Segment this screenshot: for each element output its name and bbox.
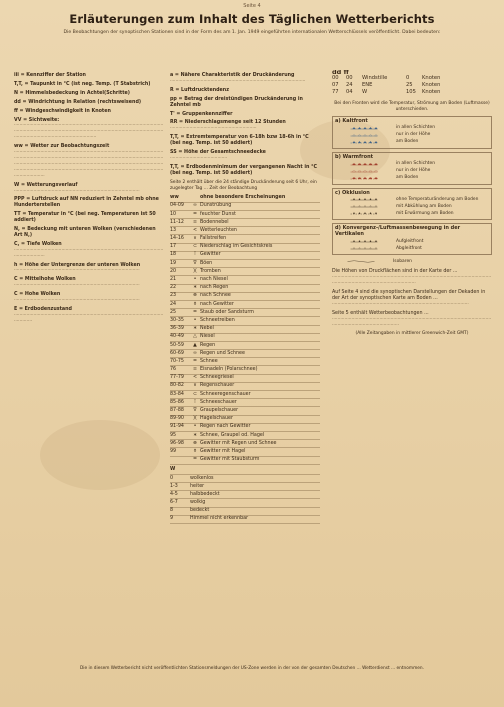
wind-ff: 04 [346, 89, 353, 96]
weather-table-header [170, 195, 320, 203]
weather-row [170, 260, 320, 268]
weather-row [170, 448, 320, 456]
front-line [335, 210, 489, 217]
dense-text-block: ················································································································································································································································································· [14, 123, 164, 141]
front-symbol-icon [335, 212, 393, 215]
entry-heading: E = Erdbodenzustand [14, 307, 72, 312]
weather-col-code: ww [170, 195, 179, 201]
weather-code: 83-84 [170, 391, 184, 397]
w-text: wolkig [190, 500, 206, 506]
weather-text: Regen nach Gewitter [200, 424, 251, 430]
dense-text-block: ·························································································· [14, 188, 140, 194]
front-symbol-icon [335, 141, 393, 144]
front-symbol-icon [335, 163, 393, 166]
weather-code: 60-69 [170, 350, 184, 356]
weather-code: 85-86 [170, 399, 184, 405]
wind-label: ENE [362, 82, 373, 89]
middle-column [170, 70, 320, 646]
weather-symbol-icon: △ [193, 334, 197, 340]
weather-symbol-icon: • [193, 424, 197, 430]
weather-code: 91-94 [170, 424, 184, 430]
weather-code: 17 [170, 244, 177, 250]
weather-row [170, 407, 320, 415]
weather-code: 96-98 [170, 440, 184, 446]
dense-text-block: ········································· [170, 155, 228, 161]
entry-heading: PPP = Luftdruck auf NN reduziert in Zehntel mb ohne Hunderterstellen [14, 197, 159, 209]
entry-heading: h = Höhe der Untergrenze der unteren Wolken [14, 262, 141, 268]
weather-text: Regen und Schnee [200, 350, 245, 356]
weather-text: Schneeschauer [200, 399, 237, 405]
weather-symbol-icon: ∗ [192, 285, 198, 291]
weather-code: 11-12 [170, 219, 184, 225]
dense-text-block: ·································································································································································· [332, 316, 492, 328]
front-intro: Bei den Fronten wird die Temperatur, Strömung am Boden (Luftmasse) unterschieden. [334, 100, 490, 112]
weather-symbol-icon: ⊗ [192, 293, 198, 299]
isobar-label: Isobaren [393, 258, 412, 264]
weather-text: Regen [200, 342, 216, 348]
entry-heading: W = Wetterungsverlauf [14, 182, 78, 188]
wind-header: dd ff [332, 70, 349, 76]
front-symbol-icon [335, 247, 393, 250]
entry-heading: T,T, = Erdbodenminimum der vergangenen Nacht in °C (bei neg. Temp. ist 50 addiert) [170, 164, 317, 176]
weather-code: 36-39 [170, 326, 184, 332]
w-row [170, 499, 320, 507]
weather-symbol-icon: = [192, 211, 198, 217]
weather-row [170, 252, 320, 260]
weather-text: Schneeregenschauer [200, 391, 251, 397]
front-symbol-icon [335, 134, 393, 137]
w-code: 0 [170, 475, 174, 481]
entry-heading: VV = Sichtweite: [14, 117, 60, 123]
weather-code: 18 [170, 252, 177, 258]
entry-heading: C = Mittelhohe Wolken [14, 277, 76, 283]
entry-heading: RR = Niederschlagsmenge seit 12 Stunden [170, 120, 286, 126]
weather-row [170, 309, 320, 317]
weather-text: Graupelschauer [200, 408, 239, 414]
body-text: Seite 5 enthält Wetterbeobachtungen ... [332, 310, 429, 316]
front-symbol-icon [335, 177, 393, 180]
wind-label: Windstille [362, 75, 388, 82]
weather-code: 30-35 [170, 317, 184, 323]
weather-symbol-icon: ⊂ [192, 391, 198, 397]
weather-symbol-icon: )( [193, 268, 197, 274]
front-label: am Boden [396, 175, 419, 181]
front-group [332, 152, 492, 185]
bottom-note: Die in diesem Wetterbericht nicht veröffentlichten Stationsmeldungen der US-Zone werden in der von der gesamten Deutschen ... Wetterdienst ... entnommen. [79, 666, 424, 671]
weather-text: nach Regen [200, 285, 229, 291]
weather-code: 80-82 [170, 383, 184, 389]
entry-heading: iii = Kennziffer der Station [14, 73, 86, 78]
entry-heading: ww = Wetter zur Beobachtungszeit [14, 144, 110, 150]
wind-label: W [362, 89, 368, 96]
w-code: 8 [170, 508, 174, 514]
w-code: 1-3 [170, 483, 178, 489]
intro-text: Die Beobachtungen der synoptischen Stationen sind in der Form des am 1. Jan. 1949 eingeführten internationalen Wetterschlüssels veröffentlicht. Dabei bedeuten: [63, 30, 441, 35]
weather-code: 24 [170, 301, 177, 307]
wind-unit: Knoten [422, 75, 441, 82]
entry-heading: T,T, = Taupunkt in °C (ist neg. Temp. (T Stabstrich) [14, 81, 151, 87]
front-line [335, 132, 489, 139]
weather-symbol-icon: ∗ [192, 432, 198, 438]
weather-symbol-icon: = [192, 358, 198, 364]
weather-row [170, 416, 320, 424]
front-label: in allen Schichten [396, 161, 436, 167]
dense-text-block: ································································································· [170, 78, 306, 84]
front-line [335, 168, 489, 175]
page-number: Seite 4 [243, 3, 261, 9]
weather-symbol-icon: ∞ [193, 203, 197, 209]
dense-text-block: ························································································································ [14, 312, 164, 324]
entry-heading: a = Nähere Charakteristik der Druckänderung [170, 73, 295, 78]
weather-row [170, 235, 320, 243]
front-line [335, 125, 489, 132]
front-line [335, 238, 489, 245]
weather-symbol-icon: ∨ [193, 383, 197, 389]
isobar-icon [332, 260, 390, 263]
weather-text: Gewitter [200, 252, 221, 258]
dense-text-block: ······························································ [170, 126, 257, 132]
dense-text-block: ·································································································································································································································································································································································································································································· [14, 150, 164, 179]
wind-dd: 00 [332, 75, 339, 82]
body-text: Die Höhen von Druckflächen sind in der Karte der ... [332, 269, 458, 275]
front-line [335, 245, 489, 252]
front-heading: d) Konvergenz-/Luftmassenbewegung in der Vertikalen [335, 225, 461, 238]
weather-row [170, 350, 320, 358]
front-heading: a) Kaltfront [335, 117, 368, 124]
weather-text: Regenschauer [200, 383, 235, 389]
w-text: halbbedeckt [190, 491, 220, 497]
weather-symbol-icon: ⊗ [192, 440, 198, 446]
w-row [170, 491, 320, 499]
weather-symbol-icon: ⊺ [193, 252, 197, 258]
weather-text: Gewitter mit Hagel [200, 448, 246, 454]
w-text: heiter [190, 483, 205, 489]
front-label: nur in der Höhe [396, 132, 431, 138]
weather-code: 76 [170, 367, 177, 373]
weather-symbol-icon: = [192, 457, 198, 463]
w-code: 4-5 [170, 491, 178, 497]
weather-symbol-icon: ∇ [193, 260, 197, 266]
front-line [335, 203, 489, 210]
weather-row [170, 342, 320, 350]
weather-code: 77-79 [170, 375, 184, 381]
weather-code: 14-16 [170, 236, 184, 242]
weather-table [170, 203, 320, 465]
front-label: mit Abkühlung am Boden [396, 203, 452, 209]
weather-text: nach Schnee [200, 293, 231, 299]
w-row [170, 516, 320, 524]
entry-heading: SS = Höhe der Gesamtschneedecke [170, 150, 266, 156]
dense-text-block: ·························································································· [14, 268, 140, 274]
weather-symbol-icon: • [193, 277, 197, 283]
w-text: Himmel nicht erkennbar [190, 516, 249, 522]
w-table-header [170, 467, 320, 475]
weather-code: 50-59 [170, 342, 184, 348]
dense-text-block: ································································································································· [14, 247, 164, 259]
wind-unit: Knoten [422, 82, 441, 89]
w-row [170, 508, 320, 516]
weather-symbol-icon: • [193, 317, 197, 323]
front-symbol-icon [335, 205, 393, 208]
footnote: (Alle Zeitangaben in mittlerer Greenwich-Zeit GMT) [355, 331, 469, 337]
entry-heading: N = Himmelsbedeckung in Achtel(Schritte) [14, 90, 130, 96]
front-legend [332, 116, 492, 256]
weather-row [170, 391, 320, 399]
right-column [332, 70, 492, 646]
wind-sample-row [332, 90, 492, 97]
body-text: Auf Seite 4 sind die synoptischen Darstellungen der Dekaden in der Art der synoptischen Karte am Boden ... [332, 289, 486, 301]
weather-symbol-icon: = [192, 309, 198, 315]
front-symbol-icon [335, 127, 393, 130]
weather-symbol-icon: ∗ [192, 326, 198, 332]
entry-heading: R = Luftdrucktendenz [170, 87, 230, 93]
front-line [335, 161, 489, 168]
dense-text-block: ·································································································· [332, 301, 469, 307]
weather-code: 99 [170, 448, 177, 454]
weather-code: 23 [170, 293, 177, 299]
weather-text: Bodennebel [200, 219, 229, 225]
weather-symbol-icon: ▲ [193, 342, 197, 348]
front-label: in allen Schichten [396, 125, 436, 131]
table-intro: Seite 2 enthält über die 24 ständige Druckänderung seit 6 Uhr, ein zugelegter Tag ... Zeit der Beobachtung [170, 179, 317, 191]
front-label: mit Erwärmung am Boden [396, 210, 454, 216]
w-code: 6-7 [170, 500, 178, 506]
entry-heading: TT = Temperatur in °C (bei neg. Temperaturen ist 50 addiert) [14, 212, 156, 224]
weather-row [170, 334, 320, 342]
weather-row [170, 366, 320, 374]
weather-row [170, 432, 320, 440]
weather-row [170, 276, 320, 284]
weather-text: Nebel [200, 326, 214, 332]
w-col-code: W [170, 467, 176, 473]
weather-symbol-icon: ≡ [192, 219, 198, 225]
weather-symbol-icon: ∇ [193, 408, 197, 414]
weather-text: nach Niesel [200, 277, 228, 283]
weather-code: 19 [170, 260, 177, 266]
weather-text: Schneetreiben [200, 317, 235, 323]
weather-symbol-icon: ∞ [193, 350, 197, 356]
weather-row [170, 457, 320, 465]
weather-text: Niesel [200, 334, 215, 340]
wind-unit: Knoten [422, 89, 441, 96]
dense-text-block: ·············································································································································································· [332, 275, 492, 287]
weather-code: 20 [170, 268, 177, 274]
weather-symbol-icon: ∨ [193, 236, 197, 242]
entry-heading: T,T, = Extremtemperatur von 6-18h bzw 18-6h in °C (bei neg. Temp. ist 50 addiert) [170, 135, 309, 147]
weather-symbol-icon: < [192, 227, 198, 233]
weather-symbol-icon: )( [193, 416, 197, 422]
left-column [14, 70, 164, 646]
w-text: wolkenlos [190, 475, 214, 481]
weather-code: 95 [170, 432, 177, 438]
weather-code: 04-09 [170, 203, 184, 209]
weather-code: 13 [170, 227, 177, 233]
weather-symbol-icon: ⊺ [193, 399, 197, 405]
weather-text: Tromben [200, 268, 221, 274]
weather-text: Gewitter mit Regen und Schnee [200, 440, 277, 446]
wind-dd: 07 [332, 82, 339, 89]
entry-heading: ff = Windgeschwindigkeit in Knoten [14, 108, 111, 114]
weather-text: Schneegriesel [200, 375, 234, 381]
wind-code: 105 [406, 89, 416, 96]
front-line [335, 139, 489, 146]
weather-text: feuchter Dunst [200, 211, 236, 217]
w-row [170, 475, 320, 483]
dense-text-block: ·························································································· [14, 283, 140, 289]
weather-code: 70-75 [170, 358, 184, 364]
wind-samples [332, 76, 492, 97]
front-label: am Boden [396, 139, 419, 145]
weather-code: 87-88 [170, 408, 184, 414]
wind-ff: 24 [346, 82, 353, 89]
front-group [332, 223, 492, 255]
front-heading: b) Warmfront [335, 153, 374, 160]
weather-row [170, 211, 320, 219]
weather-row [170, 358, 320, 366]
weather-row [170, 375, 320, 383]
wind-ff: 00 [346, 75, 353, 82]
weather-symbol-icon: ⌽ [193, 301, 197, 307]
w-row [170, 483, 320, 491]
w-code: 9 [170, 516, 174, 522]
weather-symbol-icon: < [192, 375, 198, 381]
weather-row [170, 383, 320, 391]
entry-heading: C, = Tiefe Wolken [14, 241, 62, 247]
weather-row [170, 399, 320, 407]
front-line [335, 175, 489, 182]
weather-row [170, 424, 320, 432]
weather-code: 10 [170, 211, 177, 217]
front-symbol-icon [335, 198, 393, 201]
front-label: nur in der Höhe [396, 168, 431, 174]
weather-row [170, 203, 320, 211]
entry-heading: T' = Gruppenkennziffer [170, 111, 233, 117]
weather-text: Fallstreifen [200, 236, 227, 242]
page-title: Erläuterungen zum Inhalt des Täglichen Wetterberichts [69, 12, 435, 26]
weather-symbol-icon: ⌽ [193, 448, 197, 454]
entry-heading: N, = Bedeckung mit unteren Wolken (verschiedenen Art N,) [14, 227, 156, 238]
weather-row [170, 227, 320, 235]
entry-heading: dd = Windrichtung in Relation (rechtsweisend) [14, 99, 142, 105]
weather-row [170, 285, 320, 293]
weather-row [170, 244, 320, 252]
weather-code: 25 [170, 309, 177, 315]
weather-text: nach Gewitter [200, 301, 234, 307]
dense-text-block: ·························································································· [14, 298, 140, 304]
isobar-row [332, 258, 492, 265]
weather-row [170, 326, 320, 334]
weather-text: Wetterleuchten [200, 227, 237, 233]
weather-row [170, 440, 320, 448]
weather-text: Schnee, Graupel od. Hagel [200, 432, 265, 438]
front-symbol-icon [335, 170, 393, 173]
weather-text: Niederschlag im Gesichtskreis [200, 244, 273, 250]
front-label: ohne Temperaturänderung am Boden [396, 196, 479, 202]
weather-text: Dunstrübung [200, 203, 232, 209]
wind-code: 0 [406, 75, 410, 82]
weather-row [170, 293, 320, 301]
weather-row [170, 219, 320, 227]
weather-symbol-icon: ≡ [192, 367, 198, 373]
front-label: Abgleitfront [396, 245, 422, 251]
weather-text: Staub oder Sandsturm [200, 309, 254, 315]
wind-dd: 77 [332, 89, 339, 96]
weather-text: Eisnadeln (Polarschnee) [200, 367, 258, 373]
front-group [332, 188, 492, 221]
weather-row [170, 301, 320, 309]
weather-text: Schnee [200, 358, 218, 364]
weather-row [170, 317, 320, 325]
entry-heading: pp = Betrag der dreistündigen Druckänderung in Zehntel mb [170, 96, 303, 108]
front-group [332, 116, 492, 149]
front-line [335, 196, 489, 203]
w-table [170, 475, 320, 524]
weather-code: 40-49 [170, 334, 184, 340]
weather-code: 89-90 [170, 416, 184, 422]
front-label: Aufgleitfront [396, 238, 424, 244]
weather-code: 22 [170, 285, 177, 291]
weather-code: 21 [170, 277, 177, 283]
w-text: bedeckt [190, 508, 210, 514]
front-heading: c) Okklusion [335, 189, 370, 196]
weather-text: Gewitter mit Staubsturm [200, 457, 260, 463]
weather-row [170, 268, 320, 276]
weather-text: Hagelschauer [200, 416, 233, 422]
weather-symbol-icon: ⊂ [192, 244, 198, 250]
front-symbol-icon [335, 240, 393, 243]
wind-code: 25 [406, 82, 413, 89]
weather-col-text: ohne besondere Erscheinungen [200, 195, 286, 201]
weather-text: Böen [200, 260, 213, 266]
entry-heading: C = Hohe Wolken [14, 292, 61, 298]
